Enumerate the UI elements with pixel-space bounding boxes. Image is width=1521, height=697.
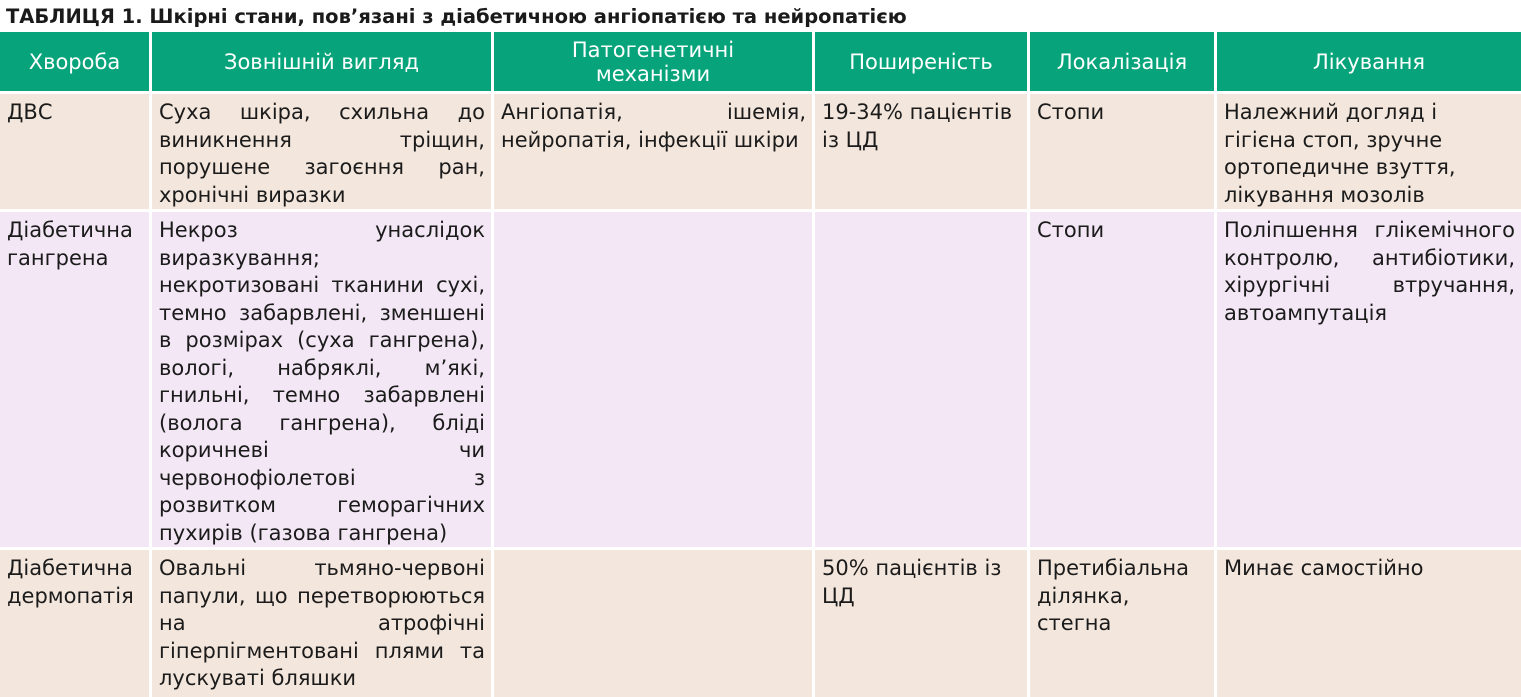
cell-disease: Діабетична гангрена: [0, 212, 152, 550]
cell-mechanisms: [494, 550, 815, 697]
header-row: [0, 32, 1521, 94]
cell-treatment: Минає самостійно: [1217, 550, 1521, 697]
cell-treatment: Належний догляд і гігієна стоп, зручне ортопедичне взуття, лікування мозолів: [1217, 94, 1521, 212]
cell-prevalence: [815, 212, 1030, 550]
cell-appearance: Суха шкіра, схильна до виникнення тріщин, порушене загоєння ран, хронічні виразки: [152, 94, 494, 212]
table-caption: ТАБЛИЦЯ 1. Шкірні стани, пов’язані з діабетичною ангіопатією та нейропатією: [6, 5, 907, 28]
cell-appearance: Некроз унаслідок виразкування; некротизовані тканини сухі, темно забарвлені, зменшені в розмірах (суха гангрена), вологі, набряклі, м’які, гнильні, темно забарвлені (волога гангрена), бліді коричневі чи червонофіолетові з розвитком геморагічних пухирів (газова гангрена): [152, 212, 494, 550]
skin-conditions-table: [0, 32, 1521, 697]
cell-appearance: Овальні тьмяно-червоні папули, що перетворюються на атрофічні гіперпігментовані плями та лускуваті бляшки: [152, 550, 494, 697]
cell-location: Претибіальна ділянка, стегна: [1030, 550, 1217, 697]
table-row: [0, 212, 1521, 550]
cell-disease: Діабетична дермопатія: [0, 550, 152, 697]
cell-disease: ДВС: [0, 94, 152, 212]
table-row: [0, 550, 1521, 697]
cell-location: Стопи: [1030, 94, 1217, 212]
header-treatment: Лікування: [1217, 32, 1521, 94]
table-row: [0, 94, 1521, 212]
cell-prevalence: 19-34% пацієнтів із ЦД: [815, 94, 1030, 212]
header-mechanisms: Патогенетичні механізми: [494, 32, 815, 94]
header-prevalence: Поширеність: [815, 32, 1030, 94]
header-location: Локалізація: [1030, 32, 1217, 94]
header-disease: Хвороба: [0, 32, 152, 94]
header-appearance: Зовнішній вигляд: [152, 32, 494, 94]
cell-prevalence: 50% пацієнтів із ЦД: [815, 550, 1030, 697]
cell-mechanisms: [494, 212, 815, 550]
cell-mechanisms: Ангіопатія, ішемія, нейропатія, інфекції шкіри: [494, 94, 815, 212]
cell-location: Стопи: [1030, 212, 1217, 550]
cell-treatment: Поліпшення глікемічного контролю, антибіотики, хірургічні втручання, автоампутація: [1217, 212, 1521, 550]
